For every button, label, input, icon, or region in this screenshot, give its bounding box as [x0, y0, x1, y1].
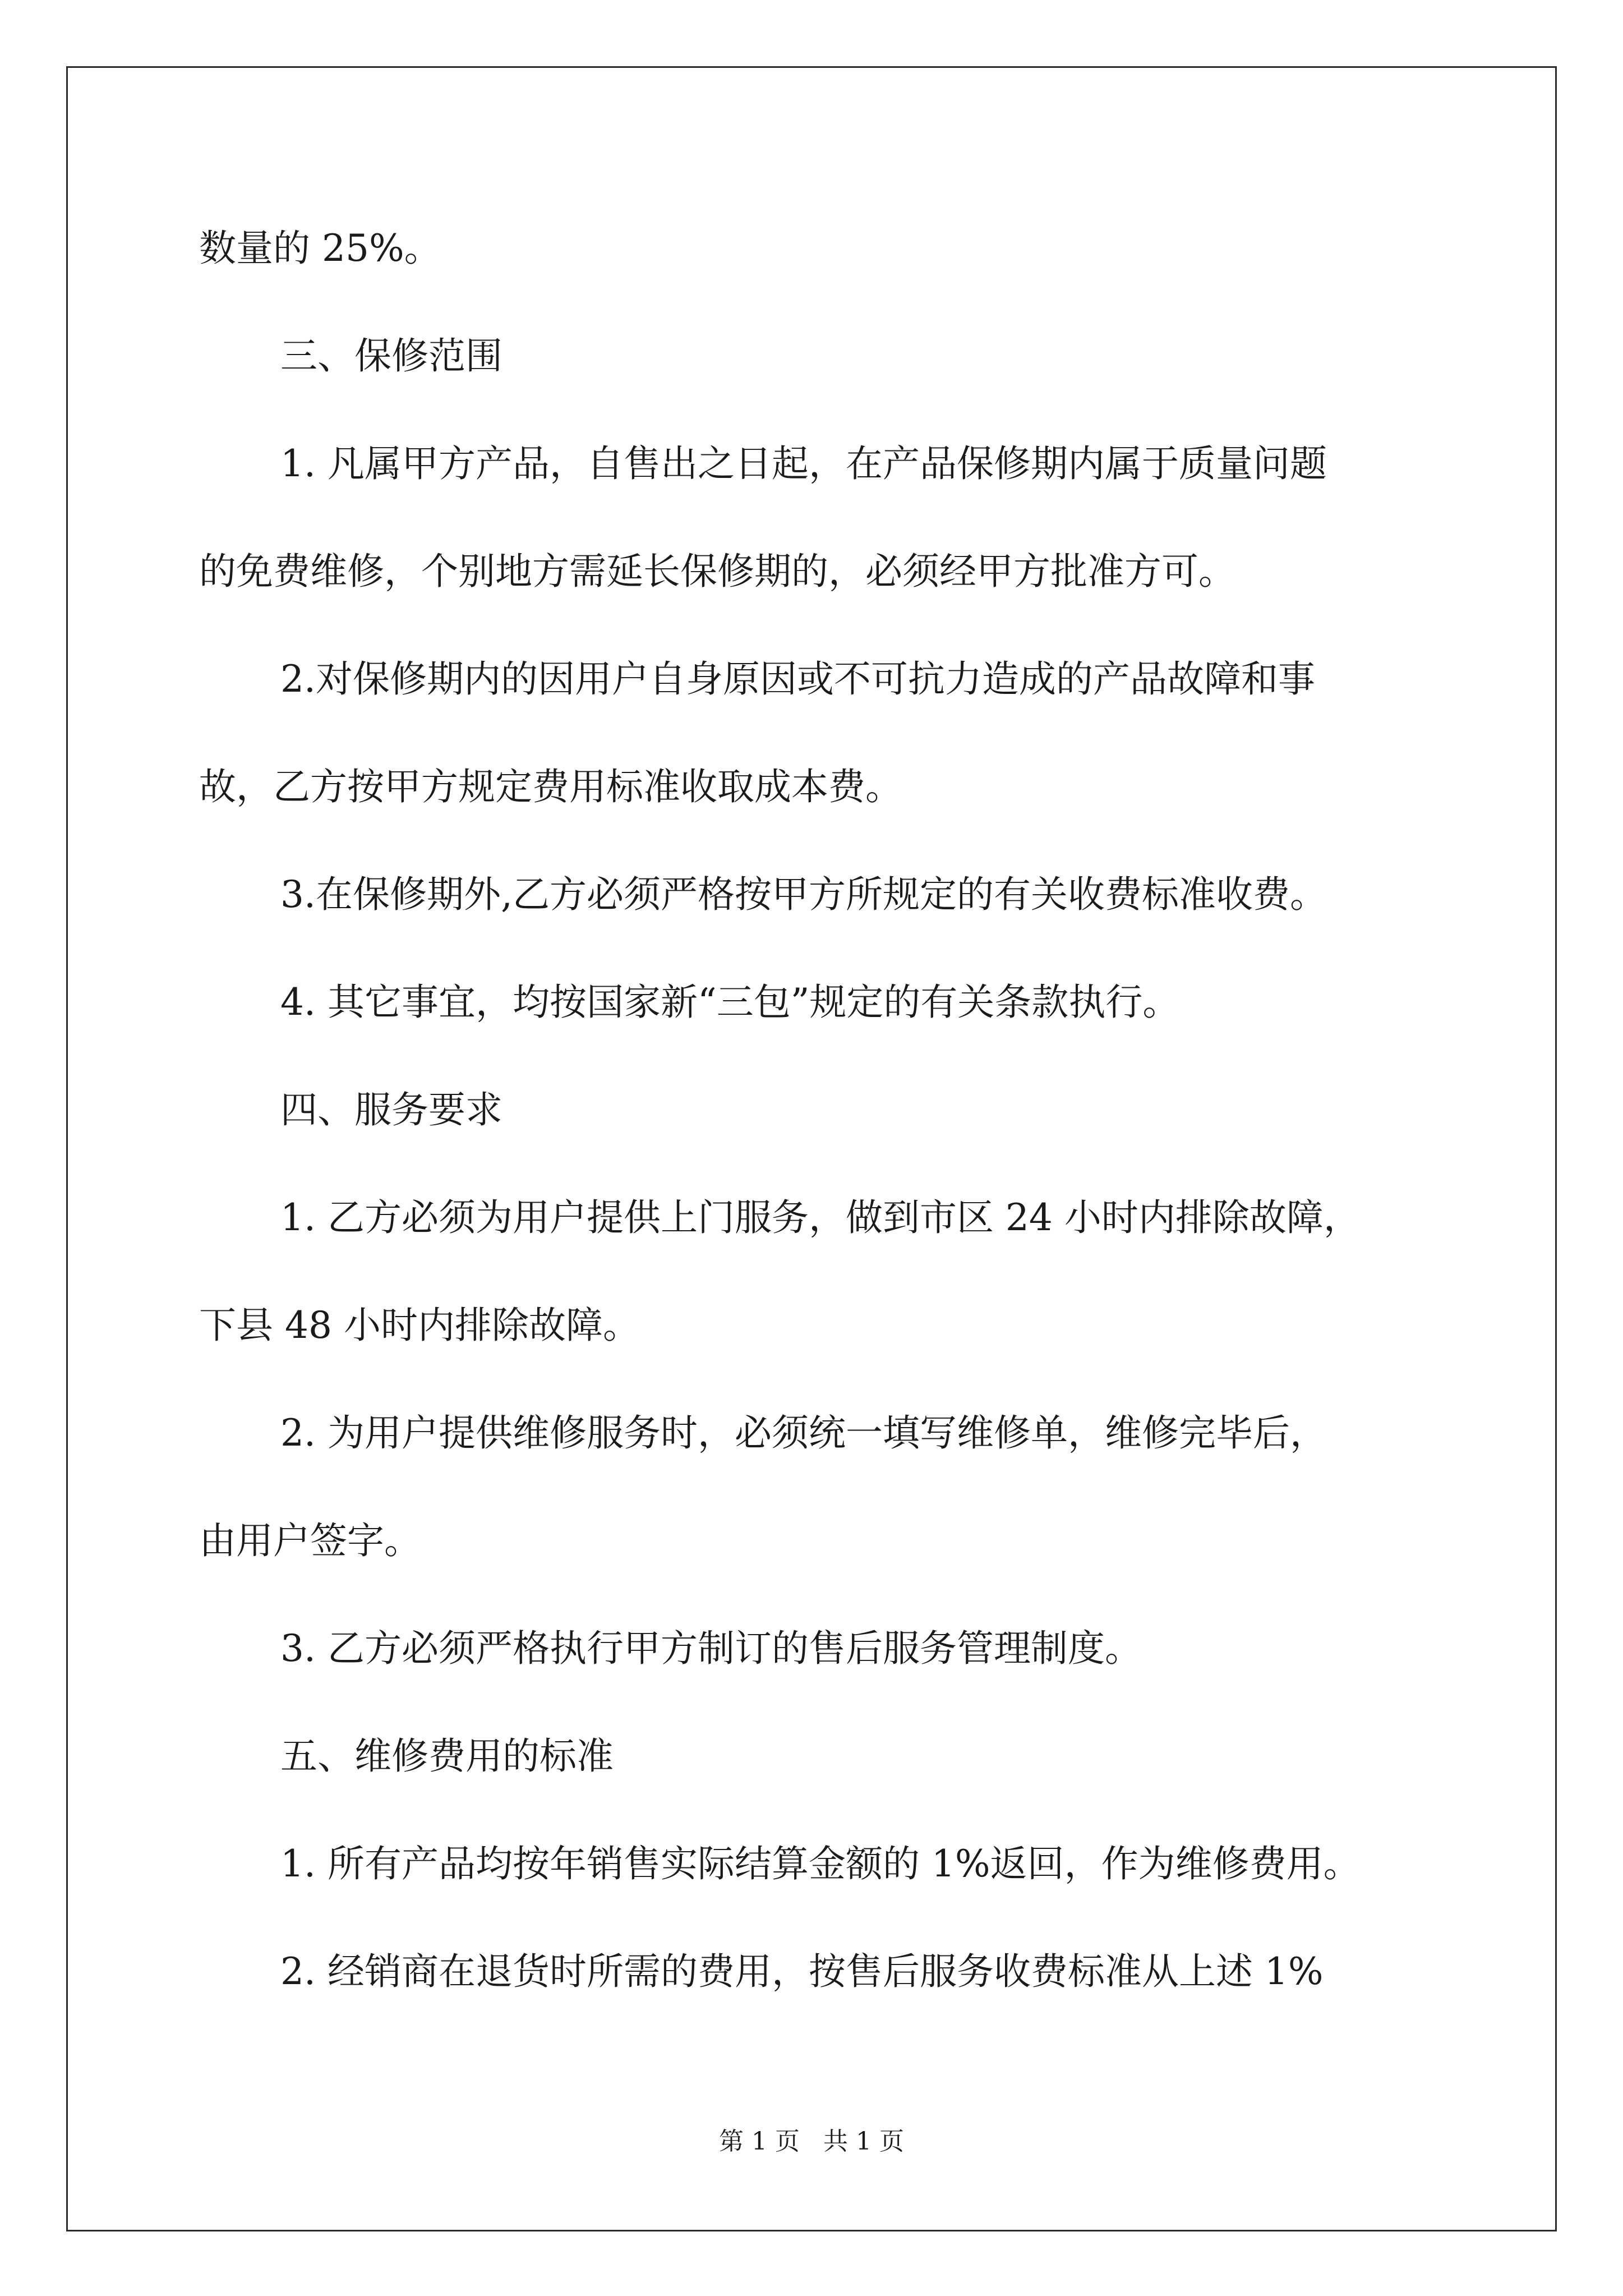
- page-border: [66, 66, 1557, 2231]
- paragraph-line: 1. 凡属甲方产品，自售出之日起，在产品保修期内属于质量问题: [280, 442, 1327, 485]
- paragraph-line: 由用户签字。: [199, 1519, 421, 1562]
- paragraph-line: 3. 乙方必须严格执行甲方制订的售后服务管理制度。: [280, 1627, 1142, 1670]
- paragraph-line: 2.对保修期内的因用户自身原因或不可抗力造成的产品故障和事: [280, 657, 1315, 701]
- paragraph-line: 1. 所有产品均按年销售实际结算金额的 1%返回，作为维修费用。: [280, 1842, 1361, 1885]
- paragraph-line: 下县 48 小时内排除故障。: [199, 1304, 640, 1347]
- page-number-footer: 第 1 页 共 1 页: [719, 2127, 904, 2156]
- section-heading: 三、保修范围: [280, 334, 502, 378]
- paragraph-line: 4. 其它事宜，均按国家新“三包”规定的有关条款执行。: [280, 981, 1180, 1024]
- section-heading: 五、维修费用的标准: [280, 1734, 614, 1778]
- paragraph-line: 的免费维修，个别地方需延长保修期的，必须经甲方批准方可。: [199, 550, 1235, 593]
- paragraph-line: 2. 为用户提供维修服务时，必须统一填写维修单，维修完毕后，: [280, 1411, 1327, 1455]
- paragraph-line: 1. 乙方必须为用户提供上门服务，做到市区 24 小时内排除故障，: [280, 1196, 1361, 1239]
- section-heading: 四、服务要求: [280, 1088, 502, 1131]
- paragraph-line: 数量的 25%。: [199, 227, 441, 270]
- paragraph-line: 3.在保修期外,乙方必须严格按甲方所规定的有关收费标准收费。: [280, 873, 1327, 916]
- paragraph-line: 2. 经销商在退货时所需的费用，按售后服务收费标准从上述 1%: [280, 1950, 1324, 1993]
- paragraph-line: 故，乙方按甲方规定费用标准收取成本费。: [199, 765, 902, 808]
